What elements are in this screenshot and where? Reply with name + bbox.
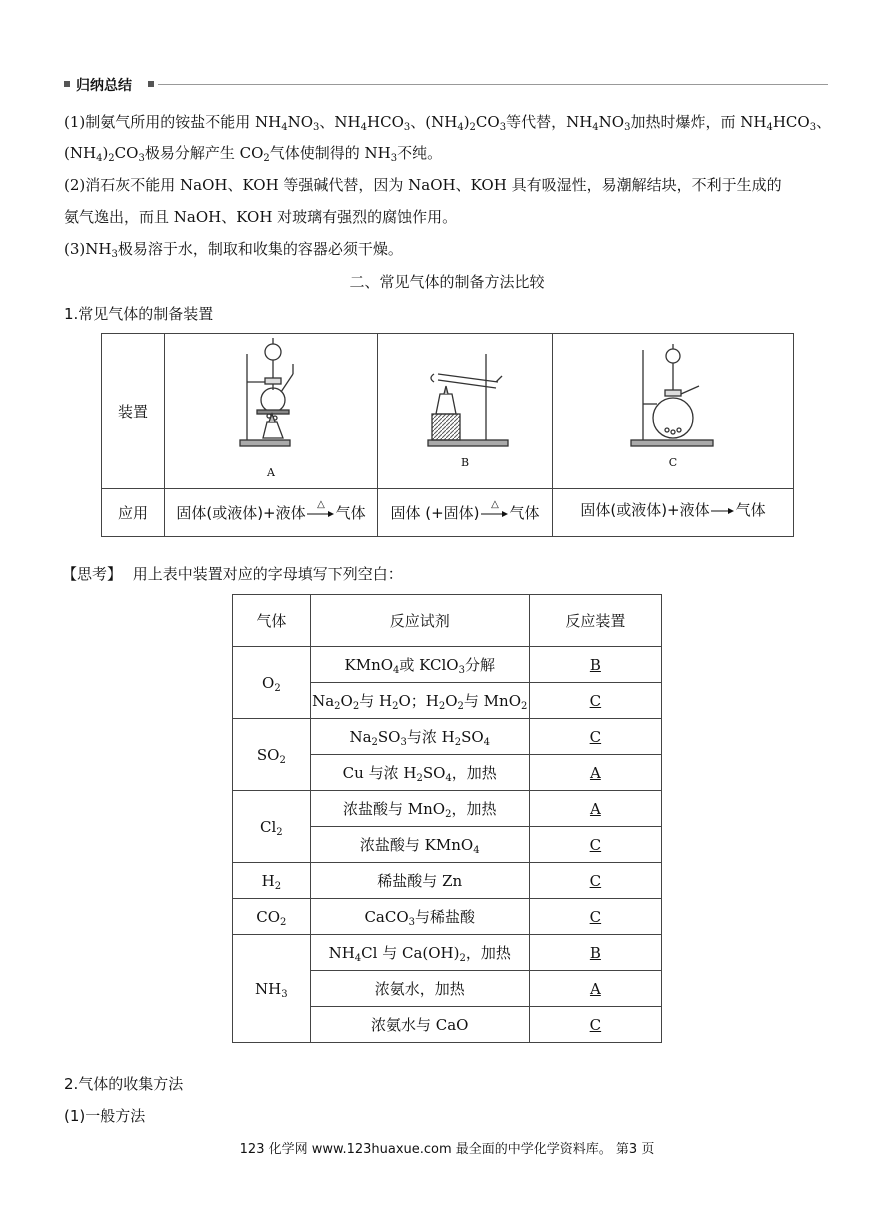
answer-cell: C xyxy=(529,863,661,899)
application-c xyxy=(553,489,794,537)
application-b-product: 气体 xyxy=(509,504,540,522)
application-b-reactants: 固体 (+固体) xyxy=(390,504,480,522)
gas-o2: $O_2$ xyxy=(233,647,311,719)
square-bullet-icon xyxy=(64,81,70,87)
answer-cell: B xyxy=(529,935,661,971)
application-a xyxy=(165,489,378,537)
gas-table xyxy=(232,594,662,1043)
heat-arrow-icon xyxy=(306,498,336,521)
subsection-2-1: (1)一般方法 xyxy=(64,1107,146,1125)
reagent-cell: 浓盐酸与 MnO$_2$，加热 xyxy=(310,791,529,827)
answer-cell: C xyxy=(529,827,661,863)
answer-cell: C xyxy=(529,683,661,719)
reagent-cell: Cu 与浓 $H_2SO_4$，加热 xyxy=(310,755,529,791)
subsection-2: 2.气体的收集方法 xyxy=(64,1075,184,1093)
heat-arrow-icon xyxy=(480,498,510,521)
gas-nh3: $NH_3$ xyxy=(233,935,311,1043)
gas-co2: $CO_2$ xyxy=(233,899,311,935)
application-a-product: 气体 xyxy=(335,504,366,522)
header-gas: 气体 xyxy=(233,595,311,647)
apparatus-table xyxy=(101,333,794,537)
reagent-cell: CaCO$_3$与稀盐酸 xyxy=(310,899,529,935)
section-title: 二、常见气体的制备方法比较 xyxy=(349,273,545,291)
header-apparatus: 反应装置 xyxy=(529,595,661,647)
arrow-icon xyxy=(710,504,736,518)
think-tag: 【思考】 xyxy=(62,565,123,583)
reagent-cell: $Na_2O_2$与 $H_2O$；$H_2O_2$与 MnO$_2$ xyxy=(310,683,529,719)
svg-text:△: △ xyxy=(316,498,325,510)
note-2-line-1: (2)消石灰不能用 NaOH、KOH 等强碱代替，因为 NaOH、KOH 具有吸湿性，易潮解结块，不利于生成的 xyxy=(64,176,782,194)
gas-cl2: $Cl_2$ xyxy=(233,791,311,863)
application-a-reactants: 固体(或液体)+液体 xyxy=(176,504,306,522)
apparatus-a-label: A xyxy=(267,466,275,479)
application-b xyxy=(378,489,553,537)
answer-cell: C xyxy=(529,1007,661,1043)
square-bullet-icon xyxy=(148,81,154,87)
gas-h2: $H_2$ xyxy=(233,863,311,899)
apparatus-a-drawing xyxy=(165,334,377,484)
page-footer: 123 化学网 www.123huaxue.com 最全面的中学化学资料库。 第3 页 xyxy=(239,1142,655,1157)
gas-so2: $SO_2$ xyxy=(233,719,311,791)
apparatus-b xyxy=(378,334,553,489)
note-1-line-2: $(NH_4)_2CO_3$极易分解产生 $CO_2$气体使制得的 $NH_3$不纯。 xyxy=(64,144,443,164)
reagent-cell: $NH_4Cl$ 与 $Ca(OH)_2$，加热 xyxy=(310,935,529,971)
think-prompt xyxy=(62,564,403,584)
reagent-cell: 浓盐酸与 KMnO$_4$ xyxy=(310,827,529,863)
note-2-line-2: 氨气逸出，而且 NaOH、KOH 对玻璃有强烈的腐蚀作用。 xyxy=(64,208,458,226)
header-reagent: 反应试剂 xyxy=(310,595,529,647)
apparatus-c-label: C xyxy=(668,456,678,469)
row-label-application: 应用 xyxy=(102,489,165,537)
answer-cell: C xyxy=(529,719,661,755)
note-1-line-1: (1)制氨气所用的铵盐不能用 $NH_4NO_3$、$NH_4HCO_3$、$(NH_4)_2CO_3$等代替，$NH_4NO_3$加热时爆炸，而 $NH_4HCO_3$、 xyxy=(64,113,832,133)
application-c-product: 气体 xyxy=(735,501,766,519)
answer-cell: A xyxy=(529,791,661,827)
answer-cell: A xyxy=(529,971,661,1007)
application-c-reactants: 固体(或液体)+液体 xyxy=(580,501,710,519)
answer-cell: B xyxy=(529,647,661,683)
answer-cell: A xyxy=(529,755,661,791)
apparatus-b-drawing xyxy=(378,334,552,484)
apparatus-b-label: B xyxy=(460,456,470,469)
apparatus-c-drawing xyxy=(553,334,793,484)
reagent-cell: KMnO$_4$或 KClO$_3$分解 xyxy=(310,647,529,683)
reagent-cell: 稀盐酸与 Zn xyxy=(310,863,529,899)
apparatus-a xyxy=(165,334,378,489)
svg-text:△: △ xyxy=(490,498,499,510)
row-label-apparatus: 装置 xyxy=(102,334,165,489)
header-rule xyxy=(158,84,828,85)
apparatus-c xyxy=(553,334,794,489)
summary-header xyxy=(62,78,828,92)
note-3: $(3)NH_3$极易溶于水，制取和收集的容器必须干燥。 xyxy=(64,240,403,260)
reagent-cell: 浓氨水，加热 xyxy=(310,971,529,1007)
summary-title: 归纳总结 xyxy=(76,78,132,94)
think-text: 用上表中装置对应的字母填写下列空白： xyxy=(132,565,403,583)
reagent-cell: $Na_2SO_3$与浓 $H_2SO_4$ xyxy=(310,719,529,755)
answer-cell: C xyxy=(529,899,661,935)
reagent-cell: 浓氨水与 CaO xyxy=(310,1007,529,1043)
subsection-1: 1.常见气体的制备装置 xyxy=(64,305,214,323)
